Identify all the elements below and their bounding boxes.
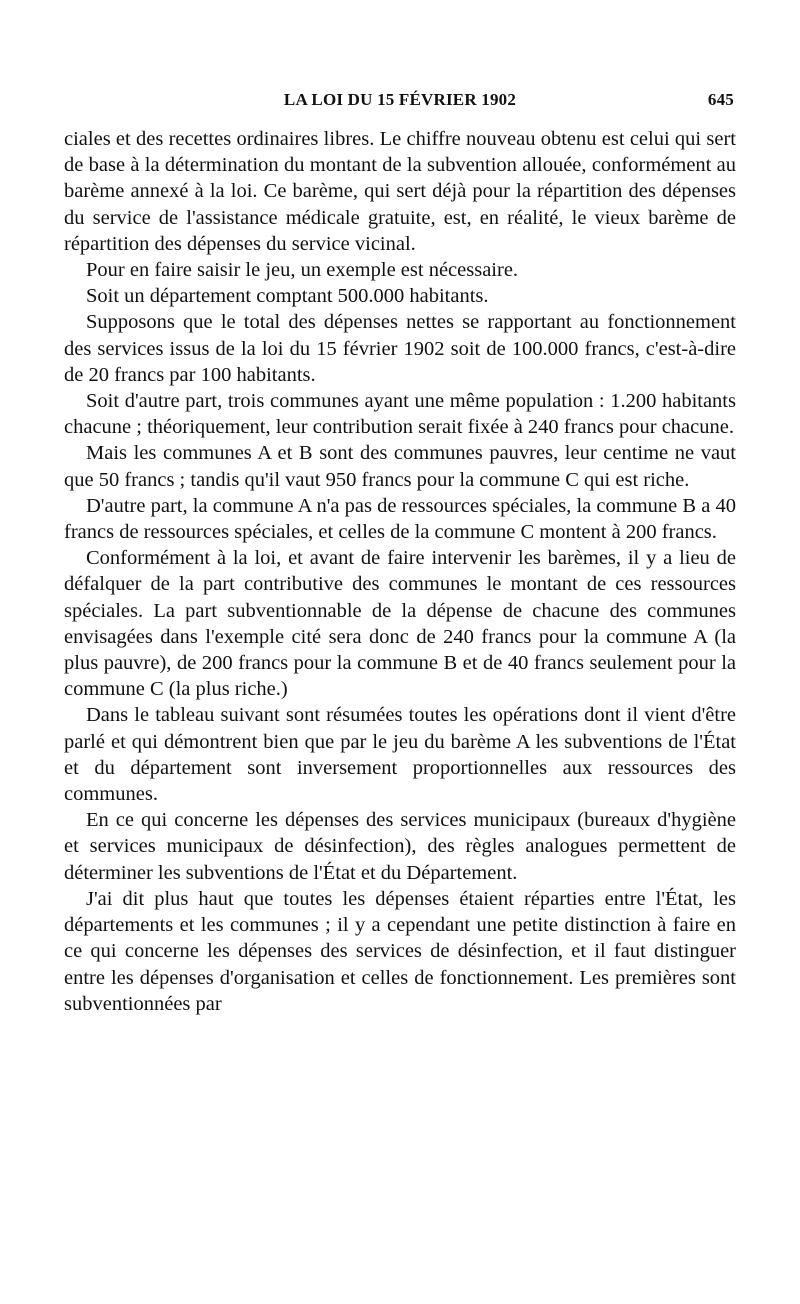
paragraph: Dans le tableau suivant sont résumées toutes les opérations dont il vient d'être parlé et qui démontrent bien que par le jeu du barème A les subventions de l'État et du département sont inversement proportionnelles aux ressources des communes. <box>64 704 736 806</box>
book-page <box>64 82 736 1282</box>
paragraph: Soit d'autre part, trois communes ayant une même population : 1.200 habitants chacune ; théoriquement, leur contribution serait fixée à 240 francs pour chacune. <box>64 390 736 439</box>
paragraph: Conformément à la loi, et avant de faire intervenir les barèmes, il y a lieu de défalquer de la part contributive des communes le montant de ces ressources spéciales. La part subventionnable de la dépense de chacune des communes envisagées dans l'exemple cité sera donc de 240 francs pour la commune A (la plus pauvre), de 200 francs pour la commune B et de 40 francs seulement pour la commune C (la plus riche.) <box>64 547 736 701</box>
paragraph: En ce qui concerne les dépenses des services municipaux (bureaux d'hygiène et services municipaux de désinfection), des règles analogues permettent de déterminer les subventions de l'État et du Département. <box>64 809 736 884</box>
paragraph: D'autre part, la commune A n'a pas de ressources spéciales, la commune B a 40 francs de ressources spéciales, et celles de la commune C montent à 200 francs. <box>64 494 736 544</box>
running-header <box>64 82 736 116</box>
paragraph: J'ai dit plus haut que toutes les dépenses étaient réparties entre l'État, les départements et les communes ; il y a cependant une petite distinction à faire en ce qui concerne les dépenses des services de désinfection, et il faut distinguer entre les dépenses d'organisation et celles de fonctionnement. Les premières sont subventionnées par <box>64 887 736 1015</box>
paragraph: Supposons que le total des dépenses nettes se rapportant au fonctionnement des services issus de la loi du 15 février 1902 soit de 100.000 francs, c'est-à-dire de 20 francs par 100 habitants. <box>64 311 736 386</box>
page-number: 645 <box>707 90 734 109</box>
running-title: LA LOI DU 15 FÉVRIER 1902 <box>283 90 517 109</box>
paragraph-continuation: ciales et des recettes ordinaires libres. Le chiffre nouveau obtenu est celui qui sert de base à la détermination du montant de la subvention allouée, conformément au barème annexé à la loi. Ce barème, qui sert déjà pour la répartition des dépenses du service de l'assistance médicale gratuite, est, en réalité, le vieux barème de répartition des dépenses du service vicinal. <box>64 128 736 255</box>
paragraph: Mais les communes A et B sont des communes pauvres, leur centime ne vaut que 50 francs ; tandis qu'il vaut 950 francs pour la commune C qui est riche. <box>64 442 736 491</box>
paragraph: Pour en faire saisir le jeu, un exemple est nécessaire. <box>86 259 519 282</box>
paragraph: Soit un département comptant 500.000 habitants. <box>86 285 489 308</box>
body-text <box>64 126 736 1017</box>
